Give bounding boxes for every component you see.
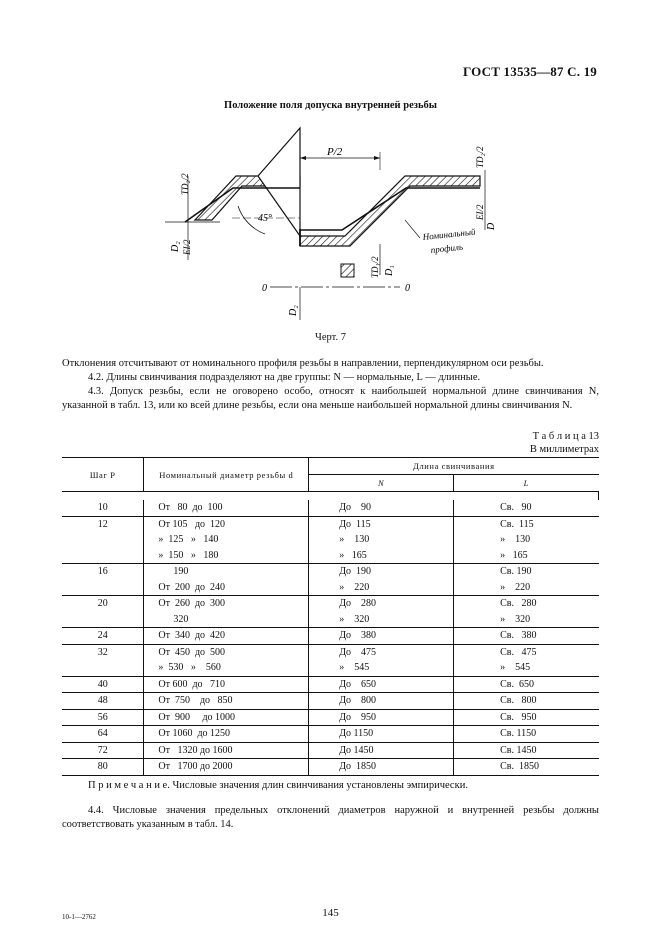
header-pitch: Шаг P [62, 458, 144, 492]
label-d2-bottom: D₂ [288, 305, 299, 316]
table-row [62, 596, 599, 612]
label-nominal-2: профиль [430, 241, 464, 255]
table-row [62, 516, 599, 532]
cell-length-n: » 165 [309, 548, 454, 564]
page-header: ГОСТ 13535—87 С. 19 [463, 64, 597, 79]
label-axis-o-left: 0 [262, 283, 267, 294]
cell-pitch: 16 [62, 564, 144, 580]
table-row [62, 612, 599, 628]
cell-length-l: » 320 [454, 612, 599, 628]
table-row [62, 580, 599, 596]
cell-diameter: От 600 до 710 [144, 676, 309, 693]
cell-length-n: До 190 [309, 564, 454, 580]
cell-length-l: Св. 380 [454, 628, 599, 645]
cell-diameter: » 150 » 180 [144, 548, 309, 564]
label-ei-right: EI/2 [475, 204, 485, 220]
table-row [62, 500, 599, 516]
cell-pitch: 48 [62, 693, 144, 710]
label-d-right: D [486, 222, 497, 230]
paragraph-4-3: 4.3. Допуск резьбы, если не оговорено особо, относят к наибольшей нормальной длине свинчивания N, указанной в табл. 13, или ко всей длине резьбы, если она меньше наибольшей нормальной длины свинчивания N. [62, 386, 599, 411]
cell-length-n: До 380 [309, 628, 454, 645]
cell-diameter: » 530 » 560 [144, 660, 309, 676]
cell-diameter: От 1060 до 1250 [144, 726, 309, 743]
table-row [62, 676, 599, 693]
table-number: Т а б л и ц а 13 [532, 431, 599, 442]
cell-diameter: 190 [144, 564, 309, 580]
cell-diameter: От 900 до 1000 [144, 709, 309, 726]
table-row [62, 726, 599, 743]
paragraph-4-2: 4.2. Длины свинчивания подразделяют на две группы: N — нормальные, L — длинные. [88, 372, 481, 383]
table-row [62, 709, 599, 726]
table-row [62, 742, 599, 759]
cell-diameter: От 1320 до 1600 [144, 742, 309, 759]
cell-length-l: » 545 [454, 660, 599, 676]
cell-length-l: Св. 475 [500, 646, 537, 658]
cell-length-l: Св. 1450 [454, 742, 599, 759]
table-row [62, 532, 599, 548]
thread-tolerance-drawing [150, 120, 510, 330]
cell-length-n: До 950 [309, 709, 454, 726]
label-d1: D₁ [384, 265, 395, 276]
cell-length-n: » 545 [309, 660, 454, 676]
cell-length-l: Св. 650 [454, 676, 599, 693]
figure-caption: Черт. 7 [315, 332, 346, 343]
cell-diameter: От 80 до 100 [144, 500, 309, 516]
cell-diameter: 320 [144, 612, 309, 628]
cell-length-n: » 130 [309, 532, 454, 548]
label-td1-half: TD₁/2 [370, 256, 380, 278]
label-angle: 45° [258, 213, 272, 224]
cell-pitch [62, 612, 144, 628]
cell-diameter: От 1700 до 2000 [144, 759, 309, 776]
label-td2-left: TD₂/2 [180, 173, 190, 195]
cell-pitch: 32 [62, 644, 144, 660]
cell-pitch [62, 532, 144, 548]
table-row [62, 644, 599, 660]
table-units: В миллиметрах [529, 444, 599, 455]
cell-length-l: Св. 1850 [454, 759, 599, 776]
cell-pitch: 24 [62, 628, 144, 645]
cell-pitch [62, 580, 144, 596]
table-row [62, 660, 599, 676]
cell-length-n: До 1450 [309, 742, 454, 759]
cell-pitch: 10 [62, 500, 144, 516]
table-row [62, 548, 599, 564]
header-l: L [454, 475, 599, 492]
page-number: 145 [322, 907, 339, 919]
cell-length-n: До 280 [309, 596, 454, 612]
cell-length-l: Св. 115 [500, 518, 534, 530]
figure-title: Положение поля допуска внутренней резьбы [224, 100, 437, 111]
cell-pitch: 40 [62, 676, 144, 693]
cell-length-l: Св. 800 [454, 693, 599, 710]
cell-length-n: До 90 [309, 500, 454, 516]
cell-diameter: От 260 до 300 [144, 596, 309, 612]
cell-length-n: » 220 [309, 580, 454, 596]
cell-length-n: До 650 [309, 676, 454, 693]
cell-length-n: До 1150 [309, 726, 454, 743]
cell-length-l: Св. 90 [454, 500, 599, 516]
header-diameter: Номинальный диаметр резьбы d [144, 458, 309, 492]
table-note [88, 780, 468, 791]
cell-diameter: От 340 до 420 [144, 628, 309, 645]
cell-length-l: » 220 [454, 580, 599, 596]
label-nominal-1: Номинальный [422, 226, 476, 242]
swivel-length-table [62, 457, 599, 776]
cell-length-n: До 115 [309, 516, 454, 532]
cell-diameter: От 200 до 240 [144, 580, 309, 596]
cell-pitch: 80 [62, 759, 144, 776]
paragraph-4-4: 4.4. Числовые значения предельных отклонений диаметров наружной и внутренней резьбы должны соответствовать указанным в табл. 14. [62, 805, 599, 830]
table-row [62, 759, 599, 776]
cell-length-l: » 130 [500, 534, 531, 545]
cell-diameter: » 125 » 140 [144, 532, 309, 548]
table-row [62, 628, 599, 645]
cell-pitch: 20 [62, 596, 144, 612]
cell-length-l: Св. 190 [500, 566, 532, 577]
cell-pitch: 64 [62, 726, 144, 743]
hatch-legend-square [341, 264, 354, 277]
cell-length-n: До 1850 [309, 759, 454, 776]
cell-length-n: » 320 [309, 612, 454, 628]
label-p-half: P/2 [327, 146, 343, 158]
cell-length-n: До 475 [309, 644, 454, 660]
cell-diameter: От 105 до 120 [144, 516, 309, 532]
header-n: N [309, 475, 454, 492]
cell-pitch: 56 [62, 709, 144, 726]
note-text: Числовые значения длин свинчивания установлены эмпирически. [172, 780, 468, 791]
cell-diameter: От 750 до 850 [144, 693, 309, 710]
cell-diameter: От 450 до 500 [144, 644, 309, 660]
label-ei-left: EI/2 [182, 239, 192, 255]
label-td2-right: TD₂/2 [475, 146, 485, 168]
cell-length-l: Св. 950 [454, 709, 599, 726]
label-d2-left: D₂ [170, 241, 181, 252]
cell-pitch [62, 548, 144, 564]
header-length: Длина свинчивания [309, 458, 599, 475]
label-axis-o-right: 0 [405, 283, 410, 294]
cell-pitch: 72 [62, 742, 144, 759]
cell-pitch [62, 660, 144, 676]
table-row [62, 693, 599, 710]
print-code: 10-1—2762 [62, 913, 96, 921]
paragraph-deviations: Отклонения отсчитывают от номинального профиля резьбы в направлении, перпендикулярном оси резьбы. [62, 358, 544, 369]
table-caption [530, 430, 599, 456]
cell-length-l: » 165 [454, 548, 599, 564]
note-label: П р и м е ч а н и е. [88, 780, 170, 791]
cell-length-l: Св. 280 [500, 598, 537, 609]
cell-length-l: Св. 1150 [454, 726, 599, 743]
table-row [62, 564, 599, 580]
cell-length-n: До 800 [309, 693, 454, 710]
cell-pitch: 12 [62, 516, 144, 532]
